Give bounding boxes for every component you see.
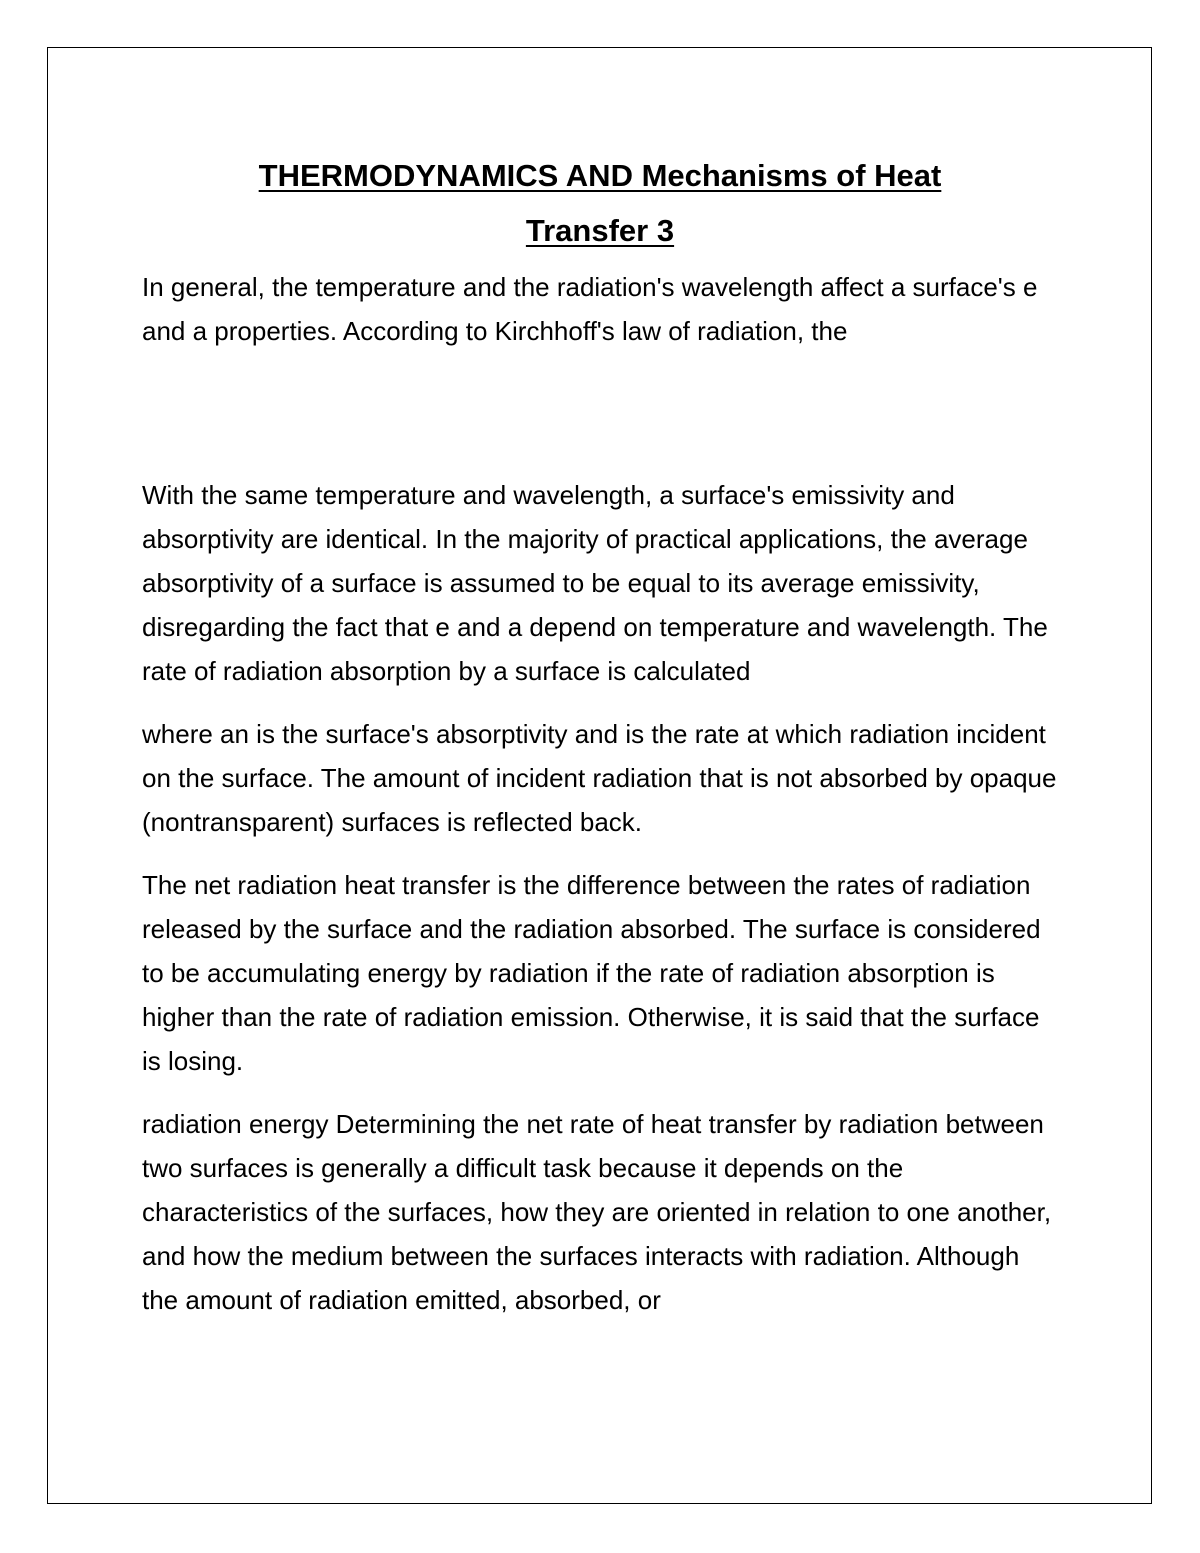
paragraph-5: radiation energy Determining the net rate of heat transfer by radiation between two surfaces is generally a difficult task because it depends on the characteristics of the surfaces, how they are oriented in relation to one another, and how the medium between the surfaces interacts with radiation. Although the amount of radiation emitted, absorbed, or (142, 1109, 1052, 1315)
title-line-1: THERMODYNAMICS AND Mechanisms of Heat (258, 158, 942, 193)
document-body (142, 148, 1058, 1322)
paragraph-1: In general, the temperature and the radiation's wavelength affect a surface's e and a properties. According to Kirchhoff's law of radiation, the (142, 272, 1038, 346)
document-title (142, 148, 1058, 258)
paragraph-4: The net radiation heat transfer is the difference between the rates of radiation released by the surface and the radiation absorbed. The surface is considered to be accumulating energy by radiation if the rate of radiation absorption is higher than the rate of radiation emission. Otherwise, it is said that the surface is losing. (142, 870, 1041, 1076)
paragraph-3: where an is the surface's absorptivity and is the rate at which radiation incident on the surface. The amount of incident radiation that is not absorbed by opaque (nontransparent) surfaces is reflected back. (142, 719, 1057, 837)
title-line-2: Transfer 3 (525, 213, 675, 248)
paragraph-2: With the same temperature and wavelength, a surface's emissivity and absorptivity are identical. In the majority of practical applications, the average absorptivity of a surface is assumed to be equal to its average emissivity, disregarding the fact that e and a depend on temperature and wavelength. The rate of radiation absorption by a surface is calculated (142, 480, 1048, 686)
